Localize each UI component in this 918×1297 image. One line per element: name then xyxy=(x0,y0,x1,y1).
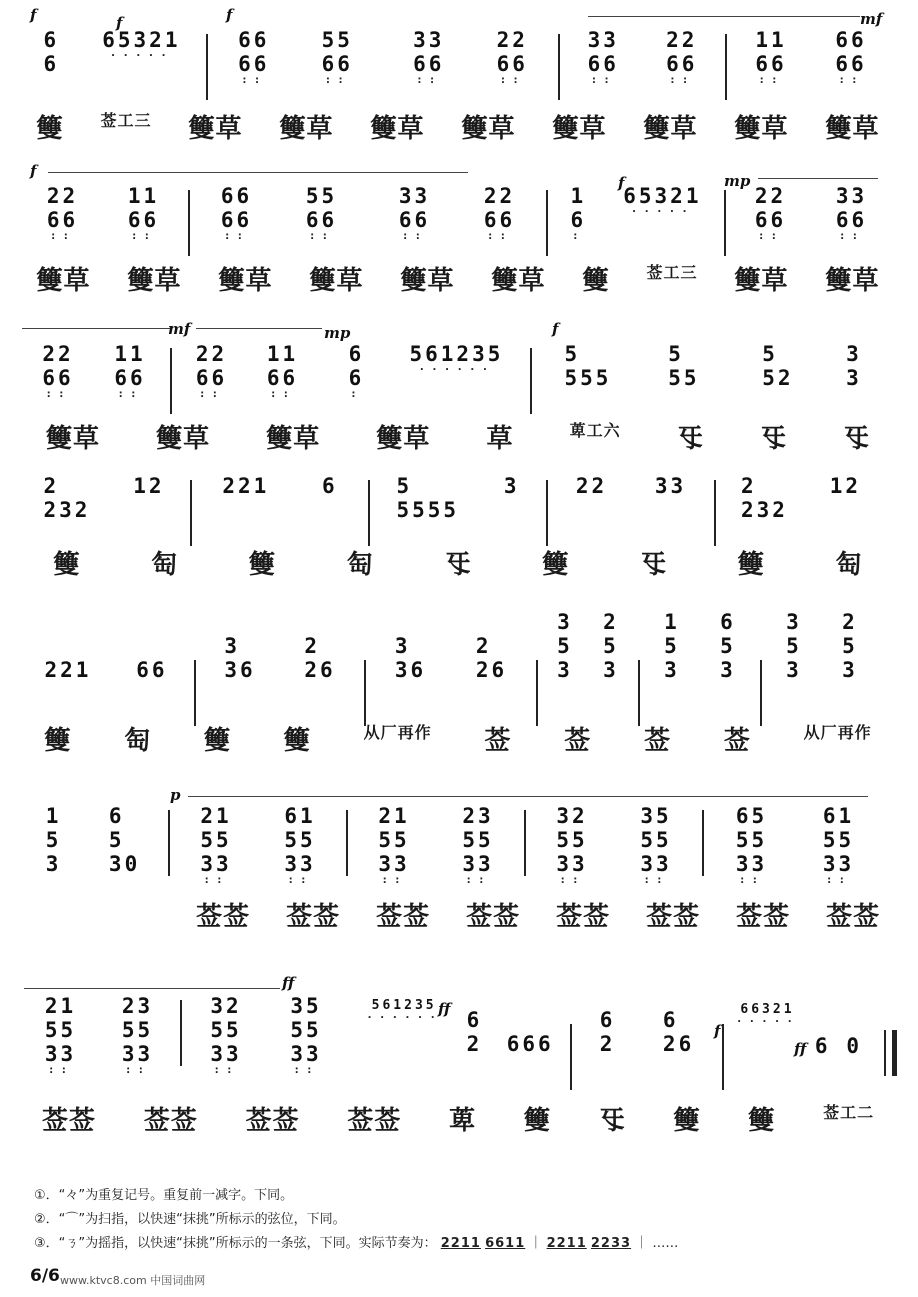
chord: 3 xyxy=(503,474,520,498)
tab-char: 莶莶 xyxy=(645,902,700,932)
chord: 6 5 30 xyxy=(108,804,141,876)
system-3 xyxy=(18,318,898,468)
measure xyxy=(18,610,194,682)
watermark: www.ktvc8.com 中国词曲网 xyxy=(60,1274,206,1287)
dynamic-mark: mp xyxy=(324,324,351,342)
notes-row xyxy=(18,474,898,546)
measure xyxy=(192,474,368,498)
measure xyxy=(640,610,760,682)
tablature-row xyxy=(18,544,898,581)
tab-char: 匋 xyxy=(346,550,374,580)
tab-char: 䉶草 xyxy=(370,114,425,144)
tab-char: 䉶草 xyxy=(491,266,546,296)
barline: ｜ xyxy=(635,1236,649,1251)
dynamic-mark: f xyxy=(30,162,37,180)
dynamic-mark: f xyxy=(226,6,233,24)
tab-char: 䉶 xyxy=(44,726,72,756)
measure xyxy=(726,184,896,240)
measure xyxy=(322,342,530,398)
dynamic-mark: f xyxy=(618,174,625,192)
chord: 3 5 3 xyxy=(557,610,573,682)
tab-char: 䉶 xyxy=(748,1106,776,1136)
tab-char: 莶莶 xyxy=(347,1106,402,1136)
tab-char: 䉶草 xyxy=(156,424,211,454)
chord: 33 66 :: xyxy=(413,28,445,86)
dynamic-mark: mf xyxy=(168,320,191,338)
chord: 21 55 33 :: xyxy=(44,994,77,1076)
dynamic-mark: f xyxy=(714,1022,721,1040)
crescendo-hairpin xyxy=(24,988,280,989)
dynamic-mark: f xyxy=(552,320,559,338)
chord: 666 xyxy=(506,1032,554,1056)
tab-char: 䉶草 xyxy=(309,266,364,296)
tab-char: 㸦 xyxy=(639,550,667,580)
tab-char: 䉶草 xyxy=(376,424,431,454)
system-6 xyxy=(18,786,898,966)
measure xyxy=(208,28,383,84)
chord: 6 26 xyxy=(662,1008,695,1056)
footnote-1: ①．“々”为重复记号。重复前一减字。下同。 xyxy=(34,1188,294,1203)
system-5 xyxy=(18,604,898,784)
chord: 2 232 xyxy=(43,474,91,522)
chord: 5 555 xyxy=(564,342,612,390)
measure xyxy=(18,474,190,522)
tab-char: 匋 xyxy=(151,550,179,580)
notes-row xyxy=(18,994,898,1090)
tab-char: 萆 xyxy=(449,1106,477,1136)
chord: 5 55 xyxy=(668,342,700,390)
tablature-row xyxy=(18,418,898,455)
chord: 22 66 :: xyxy=(195,342,228,400)
decrescendo-hairpin xyxy=(196,328,322,329)
tab-char: 䉶 xyxy=(737,550,765,580)
dynamic-mark: f xyxy=(30,6,37,24)
measure xyxy=(538,610,638,682)
tab-char: 萆工六 xyxy=(569,421,621,440)
measure xyxy=(366,610,536,682)
chord: 1 6 : xyxy=(570,184,587,242)
tab-char: 䉶 xyxy=(523,1106,551,1136)
crescendo-hairpin xyxy=(588,16,860,17)
measure xyxy=(532,342,732,390)
system-1 xyxy=(18,4,898,154)
chord: 6 2 xyxy=(466,1008,483,1056)
page-number: 6/6 xyxy=(30,1266,60,1286)
measure xyxy=(383,28,558,84)
tab-char: 莶莶 xyxy=(465,902,520,932)
measure xyxy=(18,804,168,876)
measure xyxy=(172,342,322,398)
tablature-row xyxy=(18,720,898,757)
chord: 6 6 xyxy=(43,28,60,76)
chord: 11 66 :: xyxy=(114,342,146,400)
tab-char: 䉶草 xyxy=(643,114,698,144)
dynamic-mark: p xyxy=(170,786,181,804)
dynamic-mark: ff xyxy=(282,974,295,992)
footnote-3-text: ③．“ㄋ”为摇指，以快速“抹挑”所标示的一条弦，下同。实际节奏为： xyxy=(34,1236,437,1251)
dynamic-mark: mf xyxy=(860,10,883,28)
chord: 22 66 :: xyxy=(666,28,698,86)
measure xyxy=(370,474,546,522)
measure xyxy=(348,804,524,884)
crescendo-hairpin xyxy=(22,328,172,329)
tab-char: 䉶草 xyxy=(218,266,273,296)
system-2 xyxy=(18,160,898,310)
rhythm-group: 6611 xyxy=(485,1236,526,1251)
tab-char: 䉶草 xyxy=(825,114,880,144)
notes-row xyxy=(18,610,898,726)
tab-char: 莶莶 xyxy=(825,902,880,932)
chord: 22 66 :: xyxy=(483,184,516,242)
tab-char: 㸦 xyxy=(444,550,472,580)
measure xyxy=(727,28,895,84)
tab-char: 莶工三 xyxy=(100,111,152,130)
final-barline xyxy=(884,1030,897,1076)
tab-char: 㸦 xyxy=(842,424,870,454)
chord: 22 xyxy=(575,474,608,498)
tab-char: 䉶 xyxy=(542,550,570,580)
notes-row xyxy=(18,342,898,414)
notes-row xyxy=(18,28,898,100)
chord: 55 66 :: xyxy=(305,184,338,242)
tab-char: 䉶草 xyxy=(734,266,789,296)
chord: 221 xyxy=(222,474,270,498)
rhythm-group: 2211 xyxy=(440,1236,481,1251)
tab-char: 莶莶 xyxy=(143,1106,198,1136)
chord: 3 5 3 xyxy=(786,610,802,682)
chord: 2 5 3 xyxy=(603,610,619,682)
crescendo-hairpin xyxy=(188,796,868,797)
tab-char: 莶莶 xyxy=(285,902,340,932)
chord: 21 55 33 :: xyxy=(200,804,232,886)
chord: 33 66 :: xyxy=(835,184,868,242)
rhythm-continue: …… xyxy=(652,1236,679,1251)
tab-char: 莶莶 xyxy=(195,902,250,932)
tab-char: 䉶草 xyxy=(400,266,455,296)
rhythm-group: 2233 xyxy=(590,1236,632,1251)
tab-char: 匋 xyxy=(835,550,863,580)
chord: 66 xyxy=(136,658,168,682)
tab-char: 匋 xyxy=(124,726,152,756)
measure xyxy=(548,184,724,240)
chord: 32 55 33 :: xyxy=(556,804,588,886)
tab-char: 䉶 xyxy=(283,726,311,756)
tab-char: 䉶草 xyxy=(825,266,880,296)
tab-char: 䉶草 xyxy=(36,266,91,296)
tab-char: 䉶 xyxy=(53,550,81,580)
chord: 65 55 33 :: xyxy=(735,804,768,886)
notes-row xyxy=(18,184,898,256)
chord: 32 55 33 :: xyxy=(210,994,242,1076)
tab-char: 䉶 xyxy=(673,1106,701,1136)
tab-char: 莶 xyxy=(564,726,592,756)
dynamics-row xyxy=(18,318,898,342)
footnote-2: ②．“⌒”为扫指，以快速“抹挑”所标示的弦位，下同。 xyxy=(34,1212,346,1227)
chord: 61 55 33 :: xyxy=(822,804,855,886)
barline: ｜ xyxy=(529,1236,543,1251)
dynamic-mark: f xyxy=(116,14,123,32)
dynamics-row xyxy=(18,4,898,32)
chord: 22 66 :: xyxy=(46,184,79,242)
measure xyxy=(170,804,346,884)
tab-char: 䉶草 xyxy=(552,114,607,144)
rhythm-group: 2211 xyxy=(546,1236,587,1251)
chord: 11 66 :: xyxy=(755,28,787,86)
chord: 6 xyxy=(814,1034,831,1058)
system-7 xyxy=(18,970,898,1160)
tab-char: 莶莶 xyxy=(375,902,430,932)
chord: 66 66 :: xyxy=(835,28,867,86)
tab-char: 㸦 xyxy=(598,1106,626,1136)
measure xyxy=(182,994,350,1074)
tab-char: 草 xyxy=(486,424,514,454)
tab-char: 莶莶 xyxy=(41,1106,96,1136)
chord: 22 66 :: xyxy=(496,28,528,86)
dynamic-mark: ff xyxy=(794,1040,807,1058)
tab-char: 莶莶 xyxy=(245,1106,300,1136)
measure xyxy=(724,994,874,1058)
chord: 2 232 xyxy=(740,474,788,522)
tab-char: 䉶草 xyxy=(188,114,243,144)
tab-char: 莶工三 xyxy=(646,263,698,282)
chord: 12 xyxy=(829,474,862,498)
chord: 3 36 xyxy=(224,634,256,682)
tab-char: 䉶 xyxy=(36,114,64,144)
chord: 3 3 xyxy=(846,342,862,390)
chord: 61 55 33 :: xyxy=(284,804,316,886)
chord: 33 66 :: xyxy=(587,28,619,86)
measure xyxy=(18,184,188,240)
tab-char: 从厂再作 xyxy=(363,723,432,742)
dynamic-mark: ff xyxy=(438,1000,451,1018)
tab-char: 䉶草 xyxy=(279,114,334,144)
tab-char: 䉶 xyxy=(203,726,231,756)
measure xyxy=(548,474,714,498)
chord: 35 55 33 :: xyxy=(290,994,322,1076)
tab-char: 莶莶 xyxy=(735,902,790,932)
measure xyxy=(18,994,180,1074)
chord: 21 55 33 :: xyxy=(378,804,410,886)
tab-char: 䉶草 xyxy=(46,424,101,454)
chord: 2 5 3 xyxy=(842,610,858,682)
tab-char: 从厂再作 xyxy=(803,723,872,742)
chord: 23 55 33 :: xyxy=(462,804,494,886)
chord: 66 66 :: xyxy=(238,28,270,86)
tab-char: 䉶草 xyxy=(127,266,182,296)
chord: 33 xyxy=(654,474,687,498)
tab-char: 㸦 xyxy=(676,424,704,454)
measure xyxy=(18,28,206,76)
tab-char: 莶 xyxy=(723,726,751,756)
notes-row xyxy=(18,804,898,884)
measure xyxy=(560,28,725,84)
chord: 5 5555 xyxy=(396,474,460,522)
chord: 0 xyxy=(846,1034,863,1058)
chord: 221 xyxy=(44,658,92,682)
measure xyxy=(190,184,368,240)
tab-char: 莶 xyxy=(643,726,671,756)
chord: 22 66 :: xyxy=(754,184,787,242)
chord: 5 52 xyxy=(762,342,794,390)
measure xyxy=(704,804,886,884)
tab-char: 䉶 xyxy=(582,266,610,296)
tab-char: 莶莶 xyxy=(555,902,610,932)
tab-char: 莶 xyxy=(484,726,512,756)
chord: 2 26 xyxy=(475,634,508,682)
chord: 11 66 :: xyxy=(266,342,299,400)
chord: 6 6 : xyxy=(348,342,365,400)
chord: 65321 ····· xyxy=(102,28,181,62)
measure xyxy=(572,994,722,1056)
chord: 11 66 :: xyxy=(127,184,160,242)
measure xyxy=(368,184,546,240)
chord: 66321 ····· xyxy=(735,1002,800,1028)
measure xyxy=(18,342,170,398)
measure xyxy=(526,804,702,884)
chord: 66 66 :: xyxy=(220,184,253,242)
dynamic-mark: mp xyxy=(724,172,751,190)
chord: 33 66 :: xyxy=(398,184,431,242)
footnote-3 xyxy=(34,1232,678,1251)
chord: 23 55 33 :: xyxy=(121,994,154,1076)
measure xyxy=(350,994,570,1056)
chord: 561235 ······ xyxy=(409,342,504,376)
measure xyxy=(716,474,886,522)
chord: 6 2 xyxy=(599,1008,616,1056)
tab-char: 莶工二 xyxy=(823,1103,875,1122)
chord: 22 66 :: xyxy=(42,342,74,400)
chord: 12 xyxy=(133,474,165,498)
chord: 1 5 3 xyxy=(45,804,62,876)
chord: 3 36 xyxy=(394,634,427,682)
tab-char: 㸦 xyxy=(759,424,787,454)
tab-char: 䉶草 xyxy=(266,424,321,454)
chord: 1 5 3 xyxy=(664,610,680,682)
chord: 55 66 :: xyxy=(321,28,353,86)
chord: 6 5 3 xyxy=(720,610,736,682)
dynamics-row xyxy=(18,160,898,192)
tablature-row xyxy=(18,1100,898,1137)
measure xyxy=(762,610,882,682)
tab-char: 䉶草 xyxy=(734,114,789,144)
chord: 65321 ····· xyxy=(623,184,702,218)
tab-char: 䉶草 xyxy=(461,114,516,144)
chord: 2 26 xyxy=(304,634,336,682)
measure xyxy=(732,342,892,390)
tablature-row xyxy=(18,108,898,145)
chord: 35 55 33 :: xyxy=(640,804,672,886)
chord: 561235 ······ xyxy=(366,998,443,1024)
system-4 xyxy=(18,470,898,610)
tablature-row xyxy=(18,896,898,933)
measure xyxy=(196,610,364,682)
tab-char: 䉶 xyxy=(248,550,276,580)
crescendo-hairpin xyxy=(758,178,878,179)
chord: 6 xyxy=(321,474,338,498)
tablature-row xyxy=(18,260,898,297)
crescendo-hairpin xyxy=(48,172,468,173)
